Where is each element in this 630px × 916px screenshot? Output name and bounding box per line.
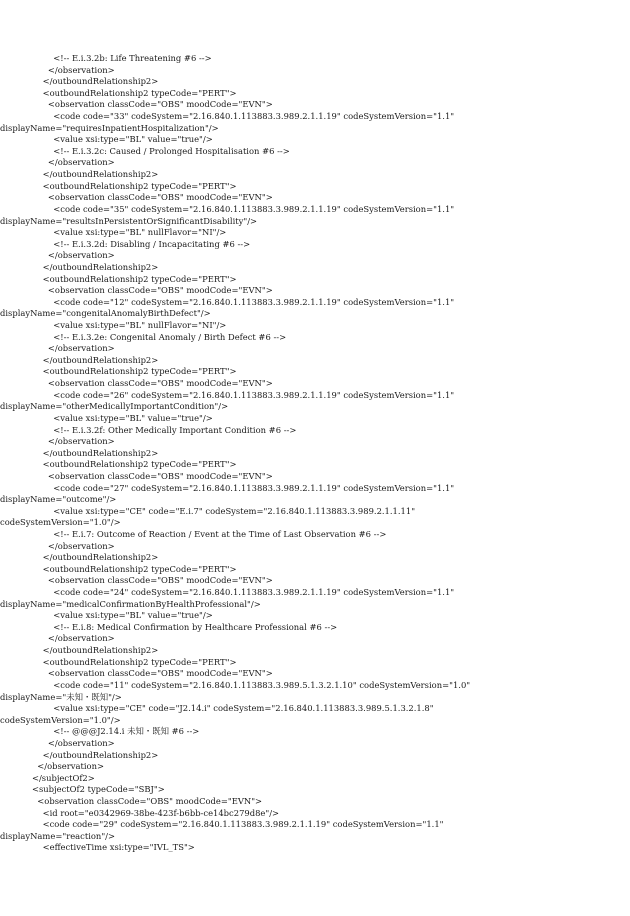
code-line: displayName="requiresInpatientHospitalization"/> xyxy=(0,122,219,133)
code-line: displayName="resultsInPersistentOrSignificantDisability"/> xyxy=(0,215,258,226)
code-line: </observation> xyxy=(0,343,115,354)
code-line: displayName="medicalConfirmationByHealthProfessional"/> xyxy=(0,598,261,609)
code-line: displayName="congenitalAnomalyBirthDefect"/> xyxy=(0,308,211,319)
code-line: displayName="otherMedicallyImportantCondition"/> xyxy=(0,401,229,412)
code-line: <!-- @@@J2.14.i 未知・既知 #6 --> xyxy=(0,726,200,737)
code-line: </outboundRelationship2> xyxy=(0,447,159,458)
code-line: <!-- E.i.3.2f: Other Medically Important Condition #6 --> xyxy=(0,424,297,435)
code-line: <value xsi:type="BL" value="true"/> xyxy=(0,610,213,621)
code-line: <code code="11" codeSystem="2.16.840.1.113883.3.989.5.1.3.2.1.10" codeSystemVersion="1.0" xyxy=(0,679,471,690)
code-line: <observation classCode="OBS" moodCode="EVN"> xyxy=(0,668,273,679)
code-line: </observation> xyxy=(0,250,115,261)
code-line: <value xsi:type="BL" value="true"/> xyxy=(0,412,213,423)
code-line: <observation classCode="OBS" moodCode="EVN"> xyxy=(0,796,263,806)
code-line: </observation> xyxy=(0,737,115,748)
code-line: <observation classCode="OBS" moodCode="EVN"> xyxy=(0,285,273,296)
code-line: <observation classCode="OBS" moodCode="EVN"> xyxy=(0,378,273,389)
code-line: <outboundRelationship2 typeCode="PERT"> xyxy=(0,180,237,191)
code-line: <value xsi:type="BL" value="true"/> xyxy=(0,134,213,145)
code-line: </outboundRelationship2> xyxy=(0,261,159,272)
code-line: <outboundRelationship2 typeCode="PERT"> xyxy=(0,563,237,574)
code-line: </outboundRelationship2> xyxy=(0,76,159,87)
xml-document xyxy=(0,53,630,854)
code-line: <!-- E.i.3.2d: Disabling / Incapacitating #6 --> xyxy=(0,238,251,249)
code-line: </outboundRelationship2> xyxy=(0,354,159,365)
code-line: </outboundRelationship2> xyxy=(0,749,159,760)
code-line: </outboundRelationship2> xyxy=(0,552,159,563)
code-line: </observation> xyxy=(0,540,115,551)
code-line: </observation> xyxy=(0,64,115,75)
code-line: </observation> xyxy=(0,157,115,168)
code-line: codeSystemVersion="1.0"/> xyxy=(0,517,121,528)
code-line: <!-- E.i.3.2b: Life Threatening #6 --> xyxy=(0,53,212,63)
code-line: <value xsi:type="BL" nullFlavor="NI"/> xyxy=(0,227,227,238)
code-line: <id root="e0342969-38be-423f-b6bb-ce14bc279d8e"/> xyxy=(0,807,280,818)
code-line: codeSystemVersion="1.0"/> xyxy=(0,714,121,725)
code-line: <code code="27" codeSystem="2.16.840.1.113883.3.989.2.1.1.19" codeSystemVersion="1.1" xyxy=(0,482,455,493)
code-line: <outboundRelationship2 typeCode="PERT"> xyxy=(0,459,237,470)
code-line: <observation classCode="OBS" moodCode="EVN"> xyxy=(0,192,273,203)
code-line: <value xsi:type="BL" nullFlavor="NI"/> xyxy=(0,320,227,331)
code-line: <effectiveTime xsi:type="IVL_TS"> xyxy=(0,842,195,853)
code-line: <subjectOf2 typeCode="SBJ"> xyxy=(0,784,165,795)
code-line: </observation> xyxy=(0,761,104,772)
code-line: </outboundRelationship2> xyxy=(0,645,159,656)
code-line: </outboundRelationship2> xyxy=(0,169,159,180)
code-line: </observation> xyxy=(0,633,115,644)
code-line: displayName="outcome"/> xyxy=(0,494,117,505)
code-line: <code code="12" codeSystem="2.16.840.1.113883.3.989.2.1.1.19" codeSystemVersion="1.1" xyxy=(0,296,455,307)
code-line: </subjectOf2> xyxy=(0,772,95,783)
code-line: <!-- E.i.8: Medical Confirmation by Healthcare Professional #6 --> xyxy=(0,621,338,632)
code-line: displayName="未知・既知"/> xyxy=(0,691,122,702)
code-line: <!-- E.i.3.2c: Caused / Prolonged Hospitalisation #6 --> xyxy=(0,145,290,156)
code-line: <outboundRelationship2 typeCode="PERT"> xyxy=(0,273,237,284)
code-line: <observation classCode="OBS" moodCode="EVN"> xyxy=(0,470,273,481)
code-line: <code code="24" codeSystem="2.16.840.1.113883.3.989.2.1.1.19" codeSystemVersion="1.1" xyxy=(0,587,455,598)
code-line: <outboundRelationship2 typeCode="PERT"> xyxy=(0,87,237,98)
code-line: <!-- E.i.3.2e: Congenital Anomaly / Birth Defect #6 --> xyxy=(0,331,287,342)
code-line: <observation classCode="OBS" moodCode="EVN"> xyxy=(0,99,273,110)
code-line: <observation classCode="OBS" moodCode="EVN"> xyxy=(0,575,273,586)
code-line: <value xsi:type="CE" code="E.i.7" codeSystem="2.16.840.1.113883.3.989.2.1.1.11" xyxy=(0,505,416,516)
code-line: <outboundRelationship2 typeCode="PERT"> xyxy=(0,656,237,667)
code-line: <code code="26" codeSystem="2.16.840.1.113883.3.989.2.1.1.19" codeSystemVersion="1.1" xyxy=(0,389,455,400)
code-line: <code code="33" codeSystem="2.16.840.1.113883.3.989.2.1.1.19" codeSystemVersion="1.1" xyxy=(0,111,455,122)
code-line: </observation> xyxy=(0,436,115,447)
code-line: <code code="29" codeSystem="2.16.840.1.113883.3.989.2.1.1.19" codeSystemVersion="1.1" xyxy=(0,819,444,830)
code-line: <outboundRelationship2 typeCode="PERT"> xyxy=(0,366,237,377)
code-line: <value xsi:type="CE" code="J2.14.i" codeSystem="2.16.840.1.113883.3.989.5.1.3.2.1.8" xyxy=(0,703,434,714)
code-line: <code code="35" codeSystem="2.16.840.1.113883.3.989.2.1.1.19" codeSystemVersion="1.1" xyxy=(0,203,455,214)
code-line: <!-- E.i.7: Outcome of Reaction / Event at the Time of Last Observation #6 --> xyxy=(0,528,387,539)
code-line: displayName="reaction"/> xyxy=(0,830,116,841)
